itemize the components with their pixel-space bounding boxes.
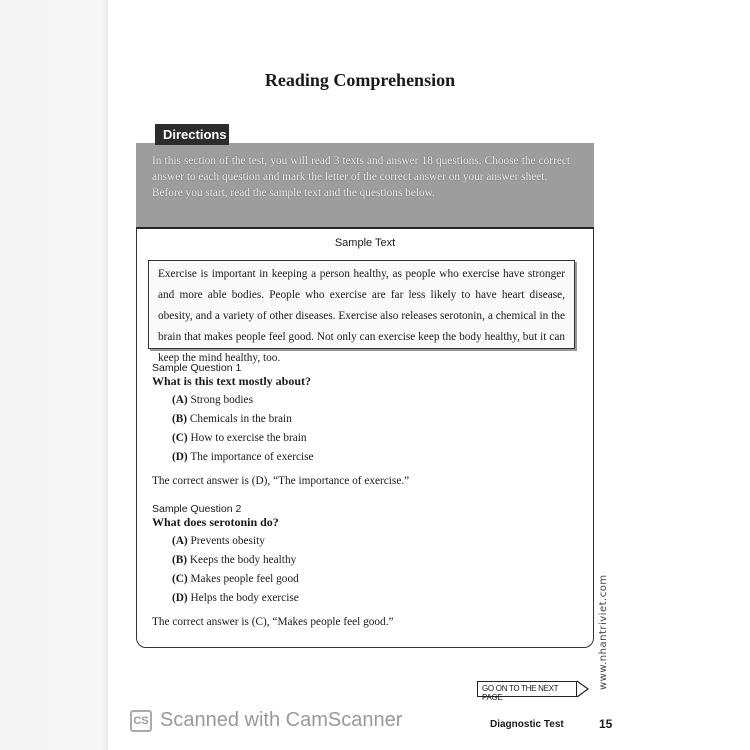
directions-paragraph-2: Before you start, read the sample text and the questions below. [152,187,435,199]
option-letter: (B) [172,413,188,425]
option [172,410,409,429]
option-letter: (C) [172,573,188,585]
option-letter: (A) [172,394,188,406]
option [172,570,394,589]
option [172,429,409,448]
option [172,532,394,551]
camscanner-logo-icon: CS [130,710,152,732]
question-block-1 [152,362,409,487]
directions-tab: Directions [155,124,229,145]
page-number: 15 [599,717,613,731]
question-block-2 [152,503,394,628]
option-text: Prevents obesity [190,535,265,547]
option-text: Helps the body exercise [190,592,299,604]
arrow-right-icon [576,678,590,700]
option-letter: (A) [172,535,188,547]
sample-text-label: Sample Text [334,237,396,249]
option-letter: (D) [172,451,188,463]
question-label: Sample Question 2 [152,503,242,515]
option [172,448,409,467]
option-text: Strong bodies [190,394,253,406]
page-title: Reading Comprehension [264,70,456,90]
option-text: How to exercise the brain [190,432,307,444]
correct-answer: The correct answer is (C), “Makes people feel good.” [152,616,394,628]
option-letter: (B) [172,554,188,566]
option-text: The importance of exercise [190,451,314,463]
correct-answer: The correct answer is (D), “The importance of exercise.” [152,475,410,487]
option-letter: (D) [172,592,188,604]
camscanner-text: Scanned with CamScanner [160,709,403,731]
directions-paragraph: In this section of the test, you will read 3 texts and answer 18 questions. Choose the correct answer to each question and mark the letter of the correct answer on your answer sheet. [152,155,570,183]
scan-edge [0,0,108,750]
sample-passage: Exercise is important in keeping a person healthy, as people who exercise have stronger and more able bodies. People who exercise are far less likely to have heart disease, obesity, and a variety of other diseases. Exercise also releases serotonin, a chemical in the brain that makes people feel good. Not only can exercise keep the body healthy, but it can keep the mind healthy, too. [148,260,575,349]
question-label: Sample Question 1 [152,362,242,374]
option [172,391,409,410]
option-text: Chemicals in the brain [189,413,292,425]
option-letter: (C) [172,432,188,444]
option-text: Makes people feel good [190,573,299,585]
option-text: Keeps the body healthy [189,554,297,566]
option [172,551,394,570]
go-on-label: GO ON TO THE NEXT PAGE [477,681,577,697]
question-text: What does serotonin do? [152,515,279,529]
section-label: Diagnostic Test [490,719,564,730]
question-text: What is this text mostly about? [152,374,312,388]
option [172,589,394,608]
directions-text [152,153,570,201]
website-watermark: www.nhantriviet.com [598,574,609,690]
camscanner-watermark [130,709,402,732]
